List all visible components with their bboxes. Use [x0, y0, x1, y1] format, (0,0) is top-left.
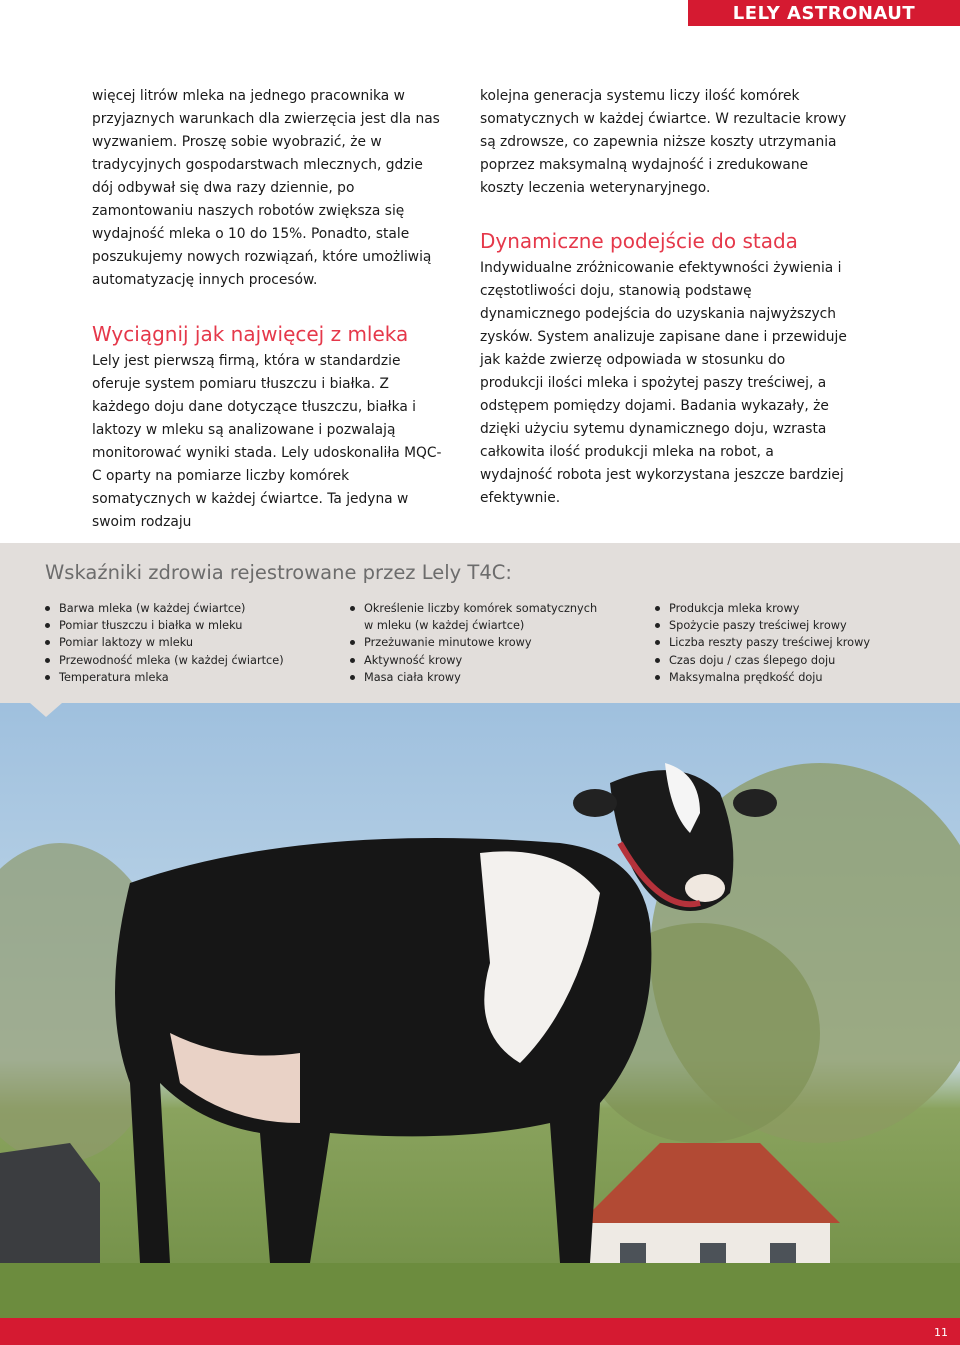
list-item: Pomiar laktozy w mleku: [45, 634, 325, 651]
list-item: Liczba reszty paszy treściwej krowy: [655, 634, 935, 651]
list-item: Aktywność krowy: [350, 652, 630, 669]
list-item: Spożycie paszy treściwej krowy: [655, 617, 935, 634]
right-paragraph-1: kolejna generacja systemu liczy ilość komórek somatycznych w każdej ćwiartce. W rezultacie krowy są zdrowsze, co zapewnia niższe koszty utrzymania poprzez maksymalną wydajność i zredukowane koszty leczenia weterynaryjnego.: [480, 88, 847, 196]
cow-photo: [0, 703, 960, 1318]
list-item: Czas doju / czas ślepego doju: [655, 652, 935, 669]
list-item: Pomiar tłuszczu i białka w mleku: [45, 617, 325, 634]
list-item: Przeżuwanie minutowe krowy: [350, 634, 630, 651]
cow-illustration: [0, 703, 960, 1318]
header-title: LELY ASTRONAUT: [688, 0, 960, 26]
list-item: Maksymalna prędkość doju: [655, 669, 935, 686]
list-item: Produkcja mleka krowy: [655, 600, 935, 617]
photo-notch: [30, 703, 62, 717]
footer-bar: [0, 1318, 960, 1345]
list-item: Określenie liczby komórek somatycznych: [350, 600, 630, 617]
list-item: Przewodność mleka (w każdej ćwiartce): [45, 652, 325, 669]
right-heading: Dynamiczne podejście do stada: [480, 229, 798, 253]
left-heading: Wyciągnij jak najwięcej z mleka: [92, 322, 409, 346]
list-item-continuation: w mleku (w każdej ćwiartce): [364, 619, 525, 633]
indicator-list-1: [45, 600, 325, 686]
page-number: 11: [934, 1326, 948, 1339]
indicator-list-2: [350, 600, 630, 686]
left-paragraph-1: więcej litrów mleka na jednego pracownika w przyjaznych warunkach dla zwierzęcia jest dla nas wyzwaniem. Proszę sobie wyobrazić, że w tradycyjnych gospodarstwach mlecznych, gdzie dój odbywał się dwa razy dziennie, po zamontowaniu naszych robotów zwiększa się wydajność mleka o 10 do 15%. Ponadto, stale poszukujemy nowych rozwiązań, które umożliwią automatyzację innych procesów.: [92, 88, 440, 288]
list-item: Temperatura mleka: [45, 669, 325, 686]
left-column: [92, 85, 447, 534]
right-paragraph-2: Indywidualne zróżnicowanie efektywności żywienia i częstotliwości doju, stanowią podstawę dynamicznego podejścia do uzyskania najwyższych zysków. System analizuje zapisane dane i przewiduje jak każde zwierzę odpowiada w stosunku do produkcji ilości mleka i spożytej paszy treściwej, a odstępem pomiędzy dojami. Badania wykazały, że dzięki użyciu sytemu dynamicznego doju, wzrasta całkowita ilość produkcji mleka na robot, a wydajność robota jest wykorzystana jeszcze bardziej efektywnie.: [480, 260, 847, 506]
health-indicators-box: [0, 543, 960, 703]
indicator-list-3: [655, 600, 935, 686]
list-item: Masa ciała krowy: [350, 669, 630, 686]
info-box-title: Wskaźniki zdrowia rejestrowane przez Lely T4C:: [45, 561, 512, 584]
list-item: Barwa mleka (w każdej ćwiartce): [45, 600, 325, 617]
right-column: [480, 85, 850, 510]
left-paragraph-2: Lely jest pierwszą firmą, która w standardzie oferuje system pomiaru tłuszczu i białka. Z każdego doju dane dotyczące tłuszczu, białka i laktozy w mleku są analizowane i pozwalają monitorować wyniki stada. Lely udoskonaliła MQC-C oparty na pomiarze liczby komórek somatycznych w każdej ćwiartce. Ta jedyna w swoim rodzaju: [92, 353, 442, 530]
